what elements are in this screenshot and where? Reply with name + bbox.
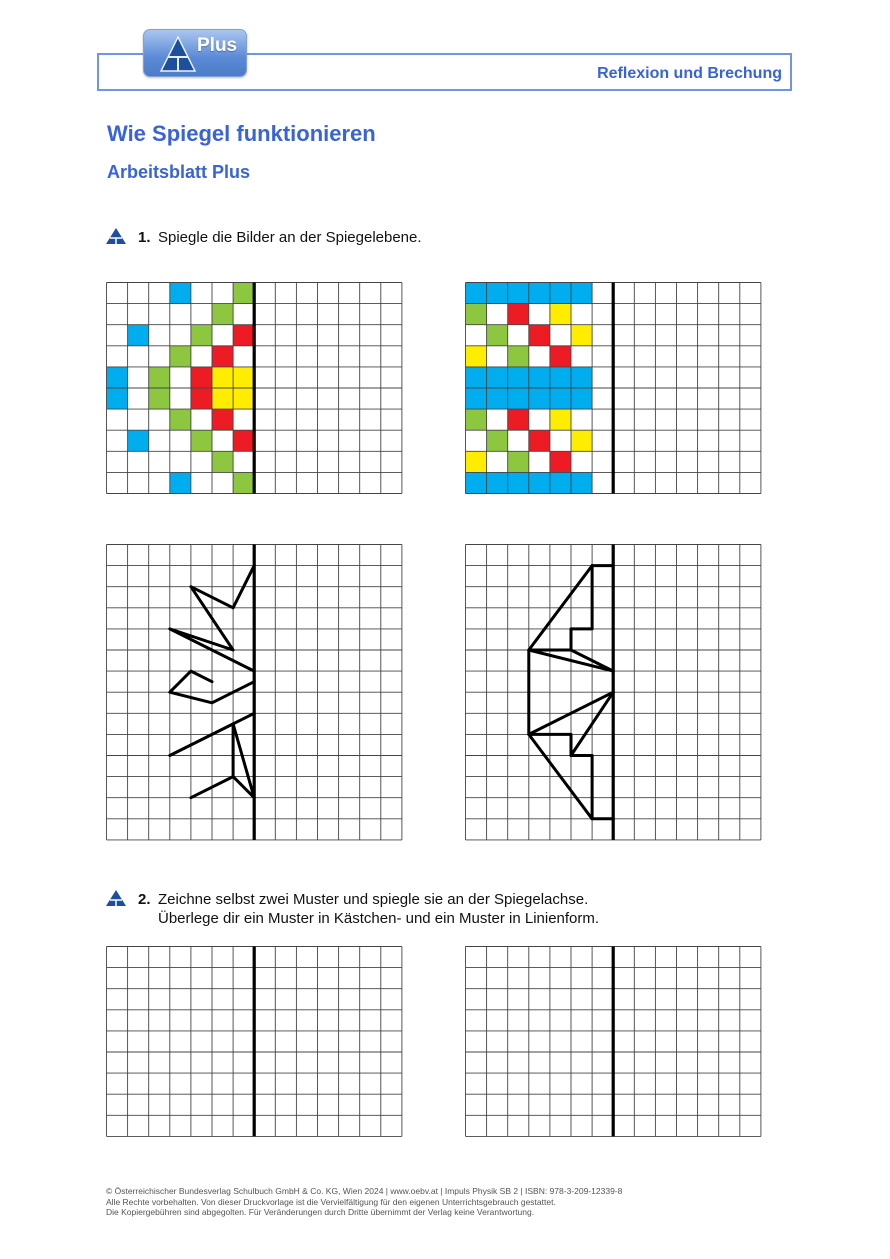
grid-cell-blue xyxy=(466,367,487,388)
grid-cell-red xyxy=(529,430,550,451)
grid-cell-yellow xyxy=(571,325,592,346)
grid-cell-red xyxy=(191,388,212,409)
grid-cell-red xyxy=(212,409,233,430)
grid-cell-blue xyxy=(107,367,128,388)
footer-copyright: © Österreichischer Bundesverlag Schulbuch GmbH & Co. KG, Wien 2024 | www.oebv.at | Impuls Physik SB 2 | ISBN: 978-3-209-12339-8 xyxy=(106,1186,623,1196)
grid-cell-blue xyxy=(571,472,592,493)
page-title: Wie Spiegel funktionieren xyxy=(107,121,376,146)
grid-cell-blue xyxy=(550,283,571,304)
grid-cell-blue xyxy=(107,388,128,409)
grid-cell-green xyxy=(149,388,170,409)
task-text: Spiegle die Bilder an der Spiegelebene. xyxy=(158,229,422,246)
grid-cell-blue xyxy=(571,367,592,388)
page-subtitle: Arbeitsblatt Plus xyxy=(107,162,251,182)
grid-cell-red xyxy=(550,451,571,472)
grid-cell-yellow xyxy=(466,451,487,472)
grid-cell-blue xyxy=(128,430,149,451)
grid-cell-green xyxy=(508,451,529,472)
grid-cell-green xyxy=(212,451,233,472)
grid-cell-yellow xyxy=(571,430,592,451)
grid-cell-blue xyxy=(487,388,508,409)
line-grid-left[interactable] xyxy=(106,544,404,852)
grid-cell-blue xyxy=(508,472,529,493)
grid-cell-blue xyxy=(550,367,571,388)
task-triangle-icon xyxy=(106,228,126,245)
grid-cell-blue xyxy=(487,367,508,388)
task-text-line2: Überlege dir ein Muster in Kästchen- und ein Muster in Linienform. xyxy=(158,910,600,927)
grid-cell-blue xyxy=(170,283,191,304)
grid-cell-blue xyxy=(571,283,592,304)
grid-cell-green xyxy=(466,304,487,325)
grid-cell-red xyxy=(212,346,233,367)
grid-cell-yellow xyxy=(550,409,571,430)
grid-cell-green xyxy=(233,472,254,493)
grid-cell-yellow xyxy=(233,388,254,409)
grid-cell-green xyxy=(149,367,170,388)
grid-cell-green xyxy=(170,409,191,430)
task-number: 2. xyxy=(138,891,151,908)
grid-cell-blue xyxy=(508,283,529,304)
grid-cell-blue xyxy=(466,388,487,409)
grid-cell-blue xyxy=(571,388,592,409)
grid-cell-green xyxy=(170,346,191,367)
grid-cell-blue xyxy=(487,283,508,304)
pixel-grid-right[interactable] xyxy=(465,282,763,503)
grid-cell-blue xyxy=(170,472,191,493)
grid-cell-blue xyxy=(466,283,487,304)
grid-cell-blue xyxy=(550,388,571,409)
grid-cell-green xyxy=(508,346,529,367)
line-grid-right[interactable] xyxy=(465,544,763,852)
footer-disclaimer: Die Kopiergebühren sind abgegolten. Für Veränderungen durch Dritte übernimmt der Verlag keine Verantwortung. xyxy=(106,1207,535,1217)
footer-rights: Alle Rechte vorbehalten. Von dieser Druckvorlage ist die Vervielfältigung für den eigenen Unterrichtsgebrauch gestattet. xyxy=(106,1196,556,1207)
grid-cell-green xyxy=(466,409,487,430)
grid-cell-red xyxy=(529,325,550,346)
grid-cell-blue xyxy=(529,388,550,409)
grid-cell-red xyxy=(550,346,571,367)
grid-cell-red xyxy=(508,409,529,430)
grid-cell-blue xyxy=(529,283,550,304)
task-text-line1: Zeichne selbst zwei Muster und spiegle sie an der Spiegelachse. xyxy=(158,891,589,908)
grid-cell-yellow xyxy=(212,388,233,409)
task-number: 1. xyxy=(138,229,151,246)
grid-cell-yellow xyxy=(550,304,571,325)
grid-cell-yellow xyxy=(212,367,233,388)
grid-cell-blue xyxy=(550,472,571,493)
grid-cell-red xyxy=(508,304,529,325)
section-title: Reflexion und Brechung xyxy=(597,65,782,82)
grid-cell-yellow xyxy=(233,367,254,388)
triangle-logo-icon xyxy=(160,35,196,73)
empty-grid-right[interactable] xyxy=(465,946,763,1145)
plus-logo xyxy=(143,29,247,77)
grid-cell-blue xyxy=(529,367,550,388)
grid-cell-yellow xyxy=(466,346,487,367)
grid-cell-blue xyxy=(487,472,508,493)
grid-cell-green xyxy=(191,325,212,346)
grid-cell-blue xyxy=(128,325,149,346)
empty-grid-left[interactable] xyxy=(106,946,404,1145)
grid-cell-green xyxy=(487,430,508,451)
footer xyxy=(106,1186,622,1218)
grid-cell-green xyxy=(233,283,254,304)
grid-cell-blue xyxy=(508,367,529,388)
grid-cell-green xyxy=(191,430,212,451)
grid-cell-blue xyxy=(466,472,487,493)
logo-text: Plus xyxy=(197,35,238,56)
grid-cell-green xyxy=(212,304,233,325)
grid-cell-red xyxy=(233,325,254,346)
task-triangle-icon xyxy=(106,890,126,907)
grid-cell-red xyxy=(191,367,212,388)
grid-cell-blue xyxy=(508,388,529,409)
grid-cell-red xyxy=(233,430,254,451)
pixel-grid-left[interactable] xyxy=(106,282,404,503)
grid-cell-blue xyxy=(529,472,550,493)
grid-cell-green xyxy=(487,325,508,346)
